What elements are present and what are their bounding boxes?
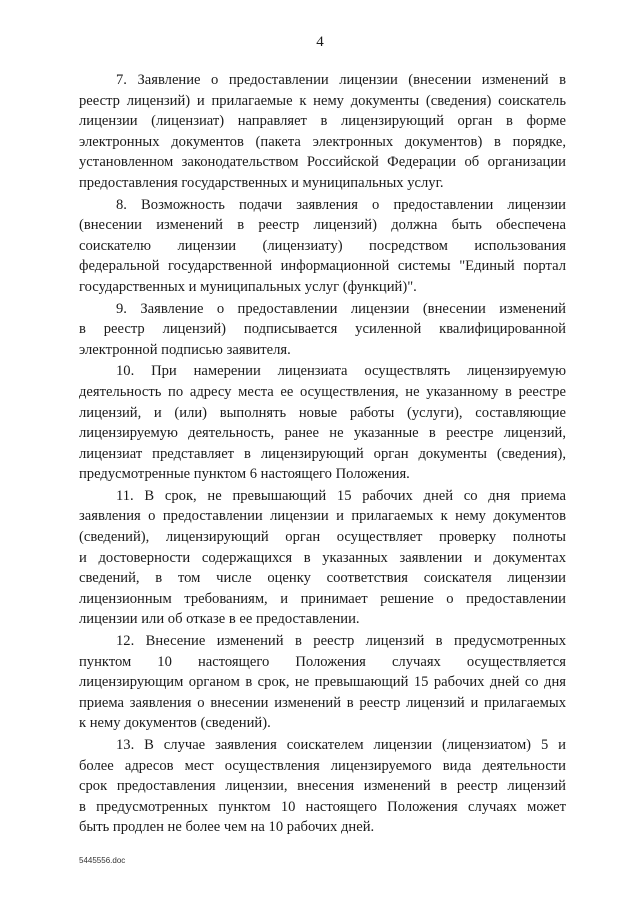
text-line: лицензий, и (или) выполнять новые работы (услуги), составляющие xyxy=(79,404,566,421)
text-line: пунктом 10 настоящего Положения случаях осуществляется xyxy=(79,653,566,670)
text-line: лицензируемую деятельность, ранее не указанные в реестре лицензий, xyxy=(79,425,566,442)
paragraph-11 xyxy=(79,486,566,630)
text-line: 11. В срок, не превышающий 15 рабочих дней со дня приема xyxy=(116,487,566,504)
document-body xyxy=(79,70,566,839)
paragraph-13 xyxy=(79,735,566,838)
footer-filename: 5445556.doc xyxy=(79,856,126,865)
text-line: федеральной государственной информационной системы "Единый портал xyxy=(79,258,566,275)
text-line: предоставления государственных и муниципальных услуг. xyxy=(79,174,444,191)
text-line: деятельность по адресу места ее осуществления, не указанному в реестре xyxy=(79,383,566,400)
text-line: электронных документов (пакета электронных документов) в порядке, xyxy=(79,133,566,150)
text-line: лицензиат представляет в лицензирующий орган документы (сведения), xyxy=(79,445,566,462)
paragraph-12 xyxy=(79,631,566,734)
text-line: (сведений), лицензирующий орган осуществляет проверку полноты xyxy=(79,529,566,546)
text-line: срок предоставления лицензии, внесения изменений в реестр лицензий xyxy=(79,778,566,795)
text-line: быть продлен не более чем на 10 рабочих дней. xyxy=(79,819,375,836)
text-line: реестр лицензий) и прилагаемые к нему документы (сведения) соискатель xyxy=(79,92,566,109)
text-line: более адресов мест осуществления лицензируемого вида деятельности xyxy=(79,757,566,774)
page-number: 4 xyxy=(316,34,324,50)
text-line: 13. В случае заявления соискателем лицензии (лицензиатом) 5 и xyxy=(116,737,566,753)
text-line: 9. Заявление о предоставлении лицензии (внесении изменений xyxy=(116,300,566,317)
text-line: государственных и муниципальных услуг (функций)". xyxy=(79,278,417,295)
text-line: лицензирующим органом в срок, не превышающий 15 рабочих дней со дня xyxy=(79,674,566,691)
paragraph-9 xyxy=(79,299,566,361)
text-line: 8. Возможность подачи заявления о предоставлении лицензии xyxy=(116,196,566,213)
text-line: электронной подписью заявителя. xyxy=(79,341,291,358)
text-line: 7. Заявление о предоставлении лицензии (внесении изменений в xyxy=(116,72,566,88)
text-line: лицензии или об отказе в ее предоставлении. xyxy=(79,611,360,628)
text-line: установленном законодательством Российской Федерации об организации xyxy=(79,154,566,171)
text-line: (внесении изменений в реестр лицензий) должна быть обеспечена xyxy=(79,217,566,234)
text-line: 12. Внесение изменений в реестр лицензий в предусмотренных xyxy=(116,633,566,650)
text-line: заявления о предоставлении лицензии и прилагаемых к нему документов xyxy=(79,508,566,525)
text-line: лицензии (лицензиат) направляет в лицензирующий орган в форме xyxy=(79,113,566,130)
paragraph-8 xyxy=(79,195,566,298)
text-line: в реестр лицензий) подписывается усиленной квалифицированной xyxy=(79,321,566,338)
text-line: лицензионным требованиям, и принимает решение о предоставлении xyxy=(79,590,566,607)
text-line: предусмотренные пунктом 6 настоящего Положения. xyxy=(79,466,410,483)
paragraph-7 xyxy=(79,70,566,194)
text-line: соискателю лицензии (лицензиату) посредством использования xyxy=(79,237,566,254)
text-line: приема заявления о внесении изменений в реестр лицензий и прилагаемых xyxy=(79,694,566,711)
text-line: к нему документов (сведений). xyxy=(79,715,271,732)
text-line: и достоверности содержащихся в указанных заявлении и документах xyxy=(79,549,566,566)
text-line: 10. При намерении лицензиата осуществлять лицензируемую xyxy=(116,363,566,380)
paragraph-10 xyxy=(79,361,566,485)
text-line: в предусмотренных пунктом 10 настоящего Положения случаях может xyxy=(79,798,566,815)
text-line: сведений, в том числе оценку соответствия соискателя лицензии xyxy=(79,570,566,587)
